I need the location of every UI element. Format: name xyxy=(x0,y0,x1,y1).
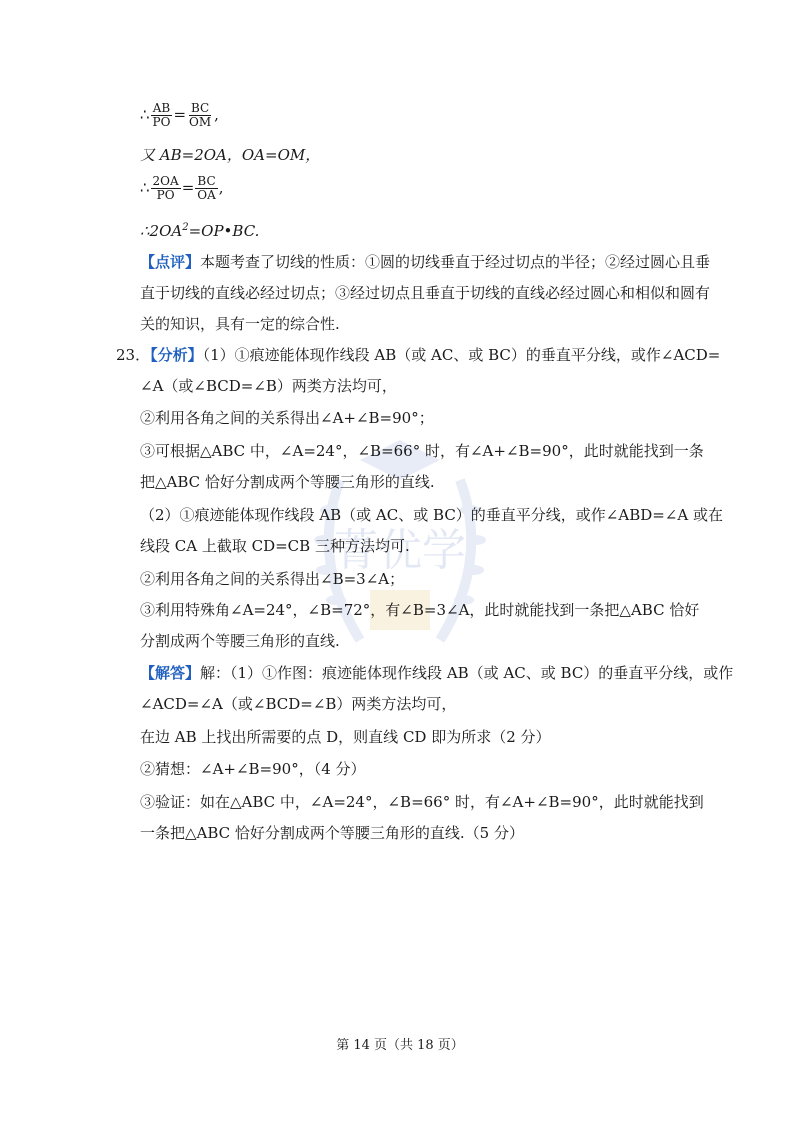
solution-line-5: ③验证：如在△ABC 中，∠A=24°，∠B=66° 时，有∠A+∠B=90°，此时就能找到 xyxy=(140,793,704,811)
analysis-line-5: 把△ABC 恰好分割成两个等腰三角形的直线. xyxy=(140,473,435,491)
solution-line-1: 【解答】解：（1）①作图：痕迹能体现作线段 AB（或 AC、或 BC）的垂直平分线，或作 xyxy=(140,664,734,682)
analysis-line-9: ③利用特殊角∠A=24°，∠B=72°，有∠B=3∠A，此时就能找到一条把△ABC 恰好 xyxy=(140,601,700,619)
therefore-symbol: ∴ xyxy=(140,105,150,124)
solution-tag: 【解答】 xyxy=(140,664,201,682)
comment-line-2: 直于切线的直线必经过切点；③经过切点且垂直于切线的直线必经过圆心和相似和圆有 xyxy=(140,284,711,302)
watermark-text: 菁优学 xyxy=(334,525,466,576)
analysis-line-3: ②利用各角之间的关系得出∠A+∠B=90°； xyxy=(140,409,434,427)
comment-line-1: 【点评】本题考查了切线的性质：①圆的切线垂直于经过切点的半径；②经过圆心且垂 xyxy=(140,253,711,271)
analysis-line-4: ③可根据△ABC 中，∠A=24°，∠B=66° 时，有∠A+∠B=90°，此时就能找到一条 xyxy=(140,442,704,460)
equation-line-4: $\therefore 2OA^2=OP•BC$. xyxy=(140,222,260,240)
equation-line-2: 又 AB=2OA，OA=OM， xyxy=(140,146,321,164)
question-number: 23． xyxy=(116,346,151,364)
solution-line-6: 一条把△ABC 恰好分割成两个等腰三角形的直线.（5 分） xyxy=(140,824,524,842)
solution-line-4: ②猜想：∠A+∠B=90°，（4 分） xyxy=(140,760,366,778)
analysis-line-7: 线段 CA 上截取 CD=CB 三种方法均可. xyxy=(140,537,410,555)
page-footer: 第 14 页（共 18 页） xyxy=(336,1038,464,1053)
comment-line-3: 关的知识，具有一定的综合性. xyxy=(140,315,340,333)
equation-line-3: ∴ $\frac{2OA}{PO}$ = $\frac{BC}{OA}$ , xyxy=(140,174,224,202)
comment-tag: 【点评】 xyxy=(140,253,201,271)
therefore-symbol: ∴ xyxy=(140,178,150,197)
fraction-bc-om: $\frac{BC}{OM}$ xyxy=(189,101,212,129)
analysis-line-8: ②利用各角之间的关系得出∠B=3∠A； xyxy=(140,570,405,588)
solution-line-3: 在边 AB 上找出所需要的点 D，则直线 CD 即为所求（2 分） xyxy=(140,728,551,746)
analysis-tag: 【分析】 xyxy=(150,346,203,364)
fraction-bc-oa: $\frac{BC}{OA}$ xyxy=(197,174,216,202)
analysis-line-6: （2）①痕迹能体现作线段 AB（或 AC、或 BC）的垂直平分线，或作∠ABD=∠A 或在 xyxy=(140,506,723,524)
analysis-line-1: 23．【分析】（1）①痕迹能体现作线段 AB（或 AC、或 BC）的垂直平分线，或作∠ACD= xyxy=(116,346,721,364)
analysis-line-2: ∠A（或∠BCD=∠B）两类方法均可， xyxy=(140,377,397,395)
solution-line-2: ∠ACD=∠A（或∠BCD=∠B）两类方法均可， xyxy=(140,695,457,713)
equation-line-1: ∴ $\frac{AB}{PO}$ = $\frac{BC}{OM}$ , xyxy=(140,101,219,129)
analysis-line-10: 分割成两个等腰三角形的直线. xyxy=(140,632,340,650)
fraction-ab-po: $\frac{AB}{PO}$ xyxy=(152,101,171,129)
fraction-2oa-po: $\frac{2OA}{PO}$ xyxy=(152,174,179,202)
